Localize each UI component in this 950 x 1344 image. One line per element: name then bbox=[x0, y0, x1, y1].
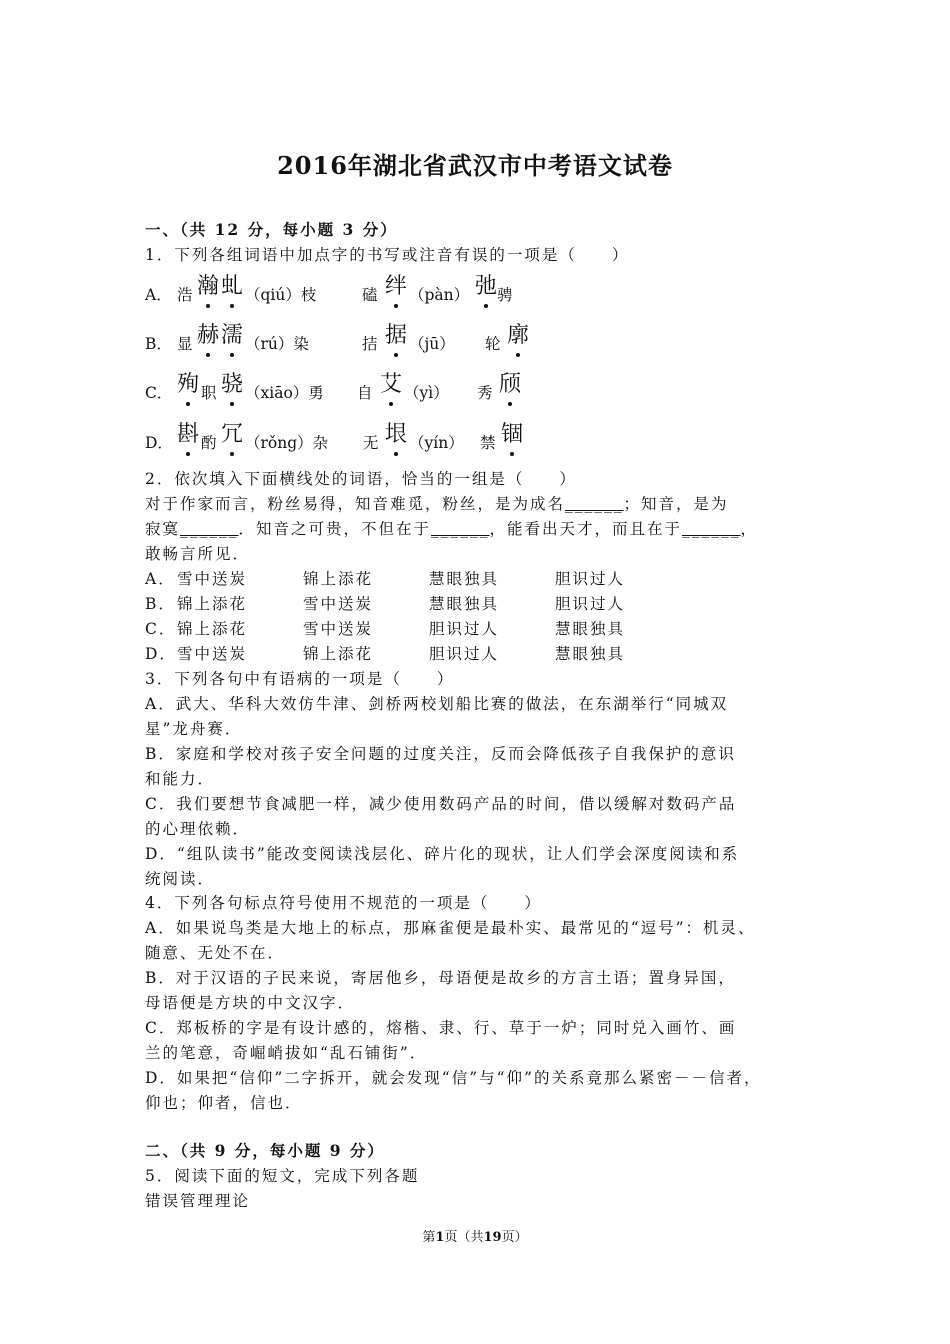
q2-passage-line-1: 对于作家而言，粉丝易得，知音难觅，粉丝，是为成名______；知音，是为 bbox=[145, 495, 729, 513]
q4-option-c: C．郑板桥的字是有设计感的，熔楷、隶、行、草于一炉；同时兑入画竹、画 bbox=[145, 1019, 737, 1037]
q3-option-c: C．我们要想节食减肥一样，减少使用数码产品的时间，借以缓解对数码产品 bbox=[145, 795, 737, 813]
dotted-char: 垠 bbox=[385, 417, 407, 448]
q4-stem: 4．下列各句标点符号使用不规范的一项是（ ） bbox=[145, 894, 542, 912]
blank: ______ bbox=[180, 520, 239, 538]
dotted-char: 冗 bbox=[221, 417, 243, 448]
dotted-char: 骁 bbox=[221, 367, 243, 398]
page-title: 2016年湖北省武汉市中考语文试卷 bbox=[277, 151, 673, 180]
q3-option-a: A．武大、华科大效仿牛津、剑桥两校划船比赛的做法，在东湖举行“同城双 bbox=[145, 695, 729, 713]
q2-stem: 2．依次填入下面横线处的词语，恰当的一组是（ ） bbox=[145, 470, 577, 488]
dotted-char: 斟 bbox=[177, 417, 199, 448]
dotted-char: 锢 bbox=[501, 417, 523, 448]
exam-page: 2016年湖北省武汉市中考语文试卷 一、（共 12 分，每小题 3 分） 1．下列各组词语中加点字的书写或注音有误的一项是（ ） A． 浩 瀚 虬 （qiú）枝 磕 绊 （pàn） 弛 骋 B． 显 赫 濡 （rú）染 拮 据 （jū） 轮 廓 C． 殉 职 骁 （xiāo）勇 自 艾 （yì） 秀 颀 D． 斟 酌 冗 （rǒng）杂 无 垠 （yín） 禁 锢 2．依次填入下面横线处的词语，恰当的一组是（ ） 对于作家而言，粉丝易得，知音难觅，粉丝，是为成名______；知音，是为 寂寞______．知音之可贵，不但在于______，能看出天才，而且在于______， 敢畅言所见． A． 雪中送炭 锦上添花 慧眼独具 胆识过人 B． 锦上添花 雪中送炭 慧眼独具 胆识过人 C． 锦上添花 雪中送炭 胆识过人 慧眼独具 D． 雪中送炭 锦上添花 胆识过人 慧眼独具 3．下列各句中有语病的一项是（ ） A．武大、华科大效仿牛津、剑桥两校划船比赛的做法，在东湖举行“同城双 星”龙舟赛． B．家庭和学校对孩子安全问题的过度关注，反而会降低孩子自我保护的意识 和能力． C．我们要想节食减肥一样，减少使用数码产品的时间，借以缓解对数码产品 的心理依赖． D．“组队读书”能改变阅读浅层化、碎片化的现状，让人们学会深度阅读和系 统阅读． 4．下列各句标点符号使用不规范的一项是（ ） A．如果说鸟类是大地上的标点，那麻雀便是最朴实、最常见的“逗号”：机灵、 随意、无处不在． B．对于汉语的子民来说，寄居他乡，母语便是故乡的方言土语；置身异国， 母语便是方块的中文汉字． C．郑板桥的字是有设计感的，熔楷、隶、行、草于一炉；同时兑入画竹、画 兰的笔意，奇崛峭拔如“乱石铺街”． D．如果把“信仰”二字拆开，就会发现“信”与“仰”的关系竟那么紧密－－信者， 仰也；仰者，信也． 二、（共 9 分，每小题 9 分） 5．阅读下面的短文，完成下列各题 错误管理理论 第1页（共19页） bbox=[0, 0, 950, 1344]
dotted-char: 艾 bbox=[380, 367, 402, 398]
dotted-char: 据 bbox=[385, 318, 407, 349]
q3-option-b: B．家庭和学校对孩子安全问题的过度关注，反而会降低孩子自我保护的意识 bbox=[145, 745, 736, 763]
dotted-char: 虬 bbox=[221, 269, 243, 300]
option-label: C． bbox=[145, 384, 173, 402]
dotted-char: 绊 bbox=[385, 269, 407, 300]
section-1-heading: 一、（共 12 分，每小题 3 分） bbox=[145, 220, 398, 239]
dotted-char: 颀 bbox=[499, 367, 521, 398]
dotted-char: 濡 bbox=[221, 318, 243, 349]
blank: ______ bbox=[431, 520, 490, 538]
dotted-char: 瀚 bbox=[197, 269, 219, 300]
option-label: D． bbox=[145, 434, 173, 452]
q4-option-d: D．如果把“信仰”二字拆开，就会发现“信”与“仰”的关系竟那么紧密－－信者， bbox=[145, 1069, 762, 1087]
dotted-char: 殉 bbox=[177, 367, 199, 398]
option-label: B． bbox=[145, 335, 172, 353]
blank: ______ bbox=[565, 495, 624, 513]
q2-passage-line-2: 寂寞______．知音之可贵，不但在于______，能看出天才，而且在于______， bbox=[145, 520, 759, 538]
article-title: 错误管理理论 bbox=[145, 1192, 251, 1210]
dotted-char: 弛 bbox=[475, 269, 497, 300]
q1-stem: 1．下列各组词语中加点字的书写或注音有误的一项是（ ） bbox=[145, 246, 630, 264]
q5-stem: 5．阅读下面的短文，完成下列各题 bbox=[145, 1167, 420, 1185]
q4-option-a: A．如果说鸟类是大地上的标点，那麻雀便是最朴实、最常见的“逗号”：机灵、 bbox=[145, 919, 756, 937]
q3-stem: 3．下列各句中有语病的一项是（ ） bbox=[145, 670, 455, 688]
page-footer: 第1页（共19页） bbox=[422, 1230, 528, 1245]
total-pages: 19 bbox=[483, 1230, 502, 1245]
blank: ______ bbox=[682, 520, 741, 538]
q4-option-b: B．对于汉语的子民来说，寄居他乡，母语便是故乡的方言土语；置身异国， bbox=[145, 969, 736, 987]
dotted-char: 廓 bbox=[507, 318, 529, 349]
q3-option-d: D．“组队读书”能改变阅读浅层化、碎片化的现状，让人们学会深度阅读和系 bbox=[145, 845, 740, 863]
page-number: 1 bbox=[435, 1230, 445, 1245]
q2-passage-line-3: 敢畅言所见． bbox=[145, 545, 251, 563]
dotted-char: 赫 bbox=[197, 318, 219, 349]
option-label: A． bbox=[145, 286, 172, 304]
section-2-heading: 二、（共 9 分，每小题 9 分） bbox=[145, 1141, 385, 1160]
